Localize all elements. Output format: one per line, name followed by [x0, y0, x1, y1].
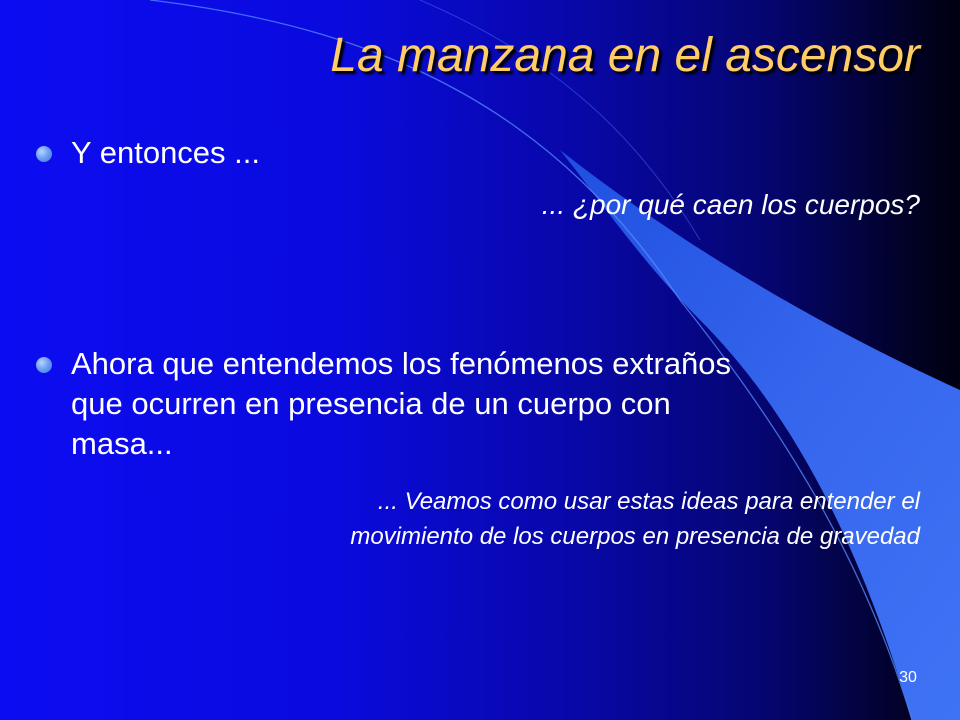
sub-point-1: [542, 189, 920, 221]
sub-line: ... Veamos como usar estas ideas para entender el: [377, 488, 920, 515]
bullet-dot-icon: [36, 357, 52, 373]
bullet-text: [71, 344, 731, 464]
bullet-line: masa...: [71, 426, 173, 461]
bullet-dot-icon: [36, 146, 52, 162]
bullet-line: Ahora que entendemos los fenómenos extraños: [71, 346, 732, 381]
sub-point-2: [350, 484, 920, 554]
bullet-line: que ocurren en presencia de un cuerpo con: [71, 386, 671, 421]
slide-number: 30: [899, 669, 917, 686]
bullet-text: [71, 133, 260, 173]
bullet-line: Y entonces ...: [71, 135, 260, 170]
sub-line: movimiento de los cuerpos en presencia de gravedad: [350, 523, 920, 550]
slide-title: La manzana en el ascensor: [330, 29, 920, 82]
sub-line: ... ¿por qué caen los cuerpos?: [541, 189, 920, 220]
